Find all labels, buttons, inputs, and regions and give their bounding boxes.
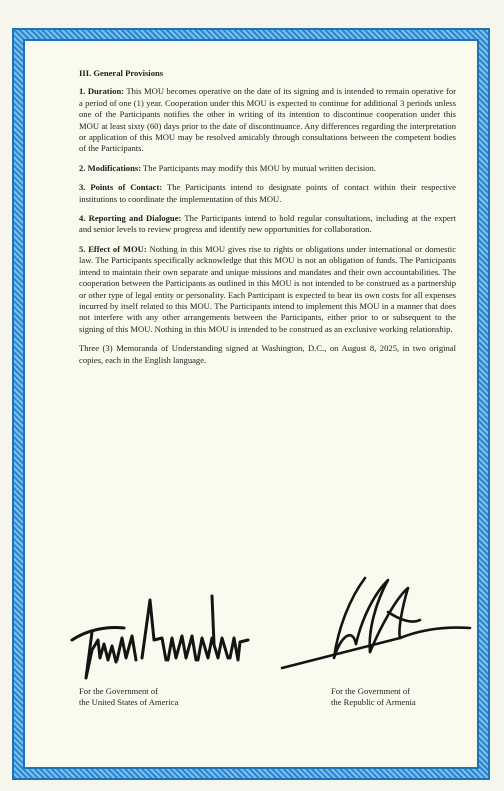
section-heading: III. General Provisions [79, 68, 164, 78]
signatory-usa [79, 686, 178, 708]
signatory-line-1: For the Government of [331, 686, 410, 696]
paragraph-effect [79, 244, 456, 335]
signature-right [270, 568, 500, 698]
paragraph-text: Nothing in this MOU gives rise to rights or obligations under international or domestic law. The Participants specifically acknowledge that this MOU is not an obligation of funds. The Participants intend to maintain their own separate and unique missions and mandates and their own accountabilities. The cooperation between the Participants as outlined in this MOU is not intended to be construed as a partnership or other type of legal entity or personality. Each Participant is expected to bear its own costs for all expenses incurred by itself related to this MOU. The Participants intend to implement this MOU in a manner that does not interfere with any other arrangements between the Participants, either prior to or subsequent to the signing of this MOU. Nothing in this MOU is intended to be construed as an exclusive working relationship. [79, 243, 457, 334]
signatory-line-2: the Republic of Armenia [331, 697, 416, 707]
paragraph-reporting [79, 213, 456, 236]
paragraph-title: 2. Modifications: [79, 162, 142, 173]
paragraph-modifications [79, 163, 456, 174]
signatory-line-1: For the Government of [79, 686, 158, 696]
signatory-line-2: the United States of America [79, 697, 179, 707]
paragraph-points-of-contact [79, 182, 456, 205]
document-body [79, 68, 456, 374]
paragraph-title: 5. Effect of MOU: [79, 243, 147, 254]
paragraph-duration [79, 86, 456, 154]
paragraph-title: 1. Duration: [79, 86, 125, 97]
paragraph-text: The Participants intend to hold regular consultations, including at the expert and senior levels to review progress and identify new opportunities for collaboration. [79, 213, 456, 235]
paragraph-title: 4. Reporting and Dialogue: [79, 213, 182, 224]
signatory-armenia [331, 686, 416, 708]
closing-statement: Three (3) Memoranda of Understanding signed at Washington, D.C., on August 8, 2025, in two original copies, each in the English language. [79, 343, 456, 365]
paragraph-title: 3. Points of Contact: [79, 182, 163, 193]
paragraph-text: The Participants intend to designate points of contact within their respective institutions to coordinate the implementation of this MOU. [79, 182, 456, 204]
paragraph-text: The Participants may modify this MOU by mutual written decision. [141, 162, 377, 173]
paragraph-text: This MOU becomes operative on the date of its signing and is intended to remain operative for a period of one (1) year. Cooperation under this MOU is expected to continue for additional 3 periods unless one of the Participants notifies the other in writing of its intention to discontinue cooperation under this MOU at least sixty (60) days prior to the date of discontinuance. Any differences regarding the interpretation or application of this MOU may be resolved amicably through consultations between the competent bodies of the Participants. [79, 86, 456, 154]
signature-left [62, 580, 262, 685]
